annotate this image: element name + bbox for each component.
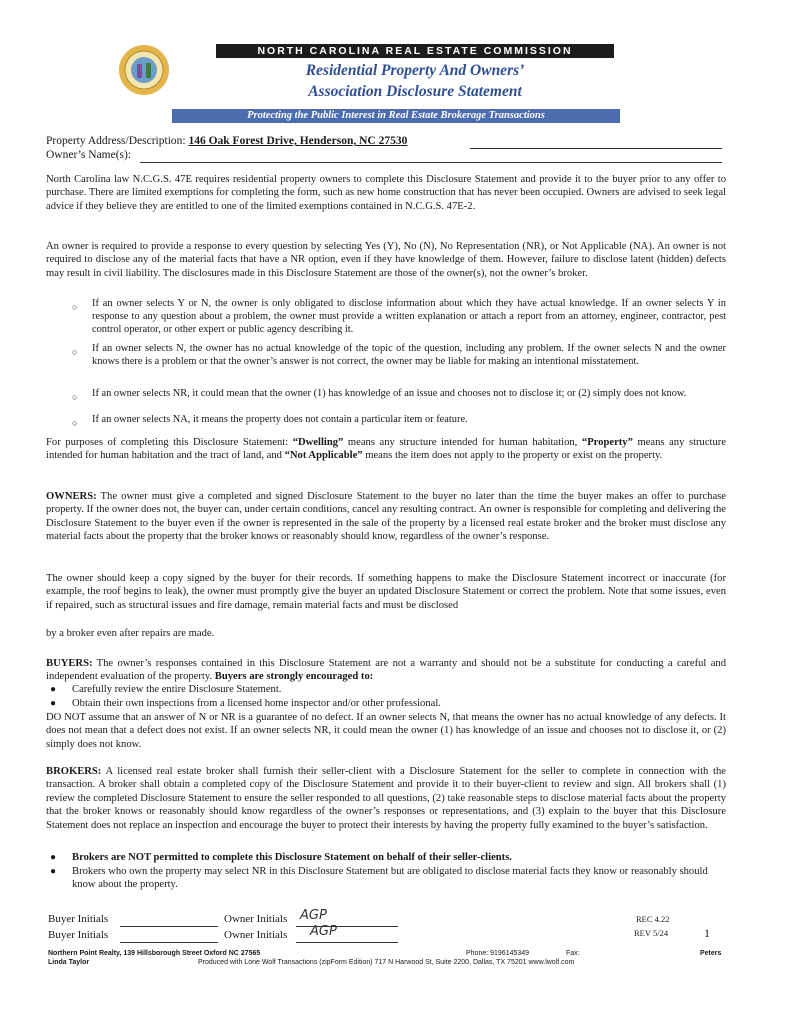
buyer-initials-line-2[interactable]	[120, 942, 218, 943]
footer-produced: Produced with Lone Wolf Transactions (zipForm Edition) 717 N Harwood St, Suite 2200, Dallas, TX 75201 www.lwolf.com	[198, 959, 575, 966]
footer-phone: Phone: 9196145349	[466, 950, 530, 957]
buyers-paragraph: BUYERS: The owner’s responses contained in this Disclosure Statement are not a warranty and should not be a substitute for conducting a careful and independent evaluation of the property. Buyers are strongly encouraged to:	[46, 658, 726, 683]
form-title-line1: Residential Property And Owners’	[305, 62, 525, 79]
address-value[interactable]: 146 Oak Forest Drive, Henderson, NC 27530	[188, 135, 408, 147]
owner-initials-signature-2[interactable]: AGP	[310, 924, 337, 939]
circle-bullet-icon: ○	[72, 347, 78, 357]
owner-initials-label-1: Owner Initials	[224, 913, 288, 925]
nc-seal-icon	[118, 44, 170, 96]
tagline-banner: Protecting the Public Interest in Real Estate Brokerage Transactions	[172, 109, 620, 123]
buyer-initials-label-1: Buyer Initials	[48, 913, 109, 925]
commission-banner: NORTH CAROLINA REAL ESTATE COMMISSION	[216, 44, 614, 58]
circle-bullet-icon: ○	[72, 392, 78, 402]
footer-agent: Linda Taylor	[48, 959, 90, 966]
address-label: Property Address/Description:	[46, 135, 186, 147]
owner-underline	[140, 162, 722, 163]
rec-code: REC 4.22	[636, 914, 670, 924]
owner-initials-line-2	[296, 942, 398, 943]
owner-initials-signature-1[interactable]: AGP	[300, 908, 327, 923]
no-guarantee-paragraph: DO NOT assume that an answer of N or NR is a guarantee of no defect. If an owner selects N, that means the owner has no actual knowledge of any defects. It does not mean that a defect does not exist. If an owner selects NR, it could mean the owner (1) has knowledge of an issue and chooses not to disclose it, or (2) simply does not know.	[46, 712, 726, 750]
owner-row	[46, 149, 131, 161]
bullet-icon: ●	[50, 852, 57, 863]
n-item: If an owner selects N, the owner has no actual knowledge of the topic of the question, including any problem. If the owner selects N and the owner knows there is a problem or that the owner’s answer is not correct, the owner may be liable for making an intentional misstatement.	[92, 343, 726, 367]
buyer-bullet-1: Carefully review the entire Disclosure Statement.	[72, 684, 282, 695]
brokers-paragraph: BROKERS: A licensed real estate broker shall furnish their seller-client with a Disclosure Statement for the seller to complete in connection with the transaction. A broker shall obtain a completed copy of the Disclosure Statement and provide it to their buyer-client to review and sign. All brokers shall (1) review the completed Disclosure Statement to ensure the seller responded to all questions, (2) take reasonable steps to disclose material facts about the property that the broker knows or reasonably should know regardless of the owner’s responses or representations, and (3) explain to the buyer that this Disclosure Statement does not replace an inspection and encourage the buyer to protect their interests by having the property fully examined to the buyer’s satisfaction.	[46, 766, 726, 831]
owner-label: Owner’s Name(s):	[46, 149, 132, 161]
address-row	[46, 135, 407, 147]
buyer-initials-label-2: Buyer Initials	[48, 929, 109, 941]
update-paragraph-tail: by a broker even after repairs are made.	[46, 628, 215, 639]
broker-bullet-2: Brokers who own the property may select NR in this Disclosure Statement but are obligated to disclose material facts they know or reasonably should know about the property.	[72, 866, 708, 891]
bullet-icon: ●	[50, 698, 57, 709]
footer-client: Peters	[700, 950, 722, 957]
nr-item: If an owner selects NR, it could mean that the owner (1) has knowledge of an issue and chooses not to disclose it; or (2) simply does not know.	[92, 388, 687, 399]
form-title-line2: Association Disclosure Statement	[308, 83, 522, 100]
buyer-bullet-2: Obtain their own inspections from a licensed home inspector and/or other professional.	[72, 698, 441, 709]
broker-bullet-1: Brokers are NOT permitted to complete this Disclosure Statement on behalf of their seller-clients.	[72, 852, 512, 863]
buyer-initials-line-1[interactable]	[120, 926, 218, 927]
bullet-icon: ●	[50, 866, 57, 877]
circle-bullet-icon: ○	[72, 418, 78, 428]
response-paragraph: An owner is required to provide a response to every question by selecting Yes (Y), No (N), No Representation (NR), or Not Applicable (NA). An owner is not required to disclose any of the material facts that have a NR option, even if they have knowledge of them. However, failure to disclose latent (hidden) defects may result in civil liability. The disclosures made in this Disclosure Statement are those of the owner(s), not the owner’s broker.	[46, 241, 726, 279]
intro-paragraph: North Carolina law N.C.G.S. 47E requires residential property owners to complete this Disclosure Statement and provide it to the buyer prior to any offer to purchase. There are limited exemptions for completing the form, such as new home construction that has never been occupied. Owners are advised to seek legal advice if they believe they are entitled to one of the limited exemptions contained in N.C.G.S. 47E-2.	[46, 174, 726, 212]
update-paragraph: The owner should keep a copy signed by the buyer for their records. If something happens to make the Disclosure Statement incorrect or inaccurate (for example, the roof begins to leak), the owner must promptly give the buyer an updated Disclosure Statement or correct the problem. Note that some issues, even if repaired, such as structural issues and fire damage, remain material facts and must be disclosed	[46, 573, 726, 611]
footer-office: Northern Point Realty, 139 Hillsborough Street Oxford NC 27565	[48, 950, 261, 957]
circle-bullet-icon: ○	[72, 302, 78, 312]
definitions-paragraph: For purposes of completing this Disclosure Statement: “Dwelling” means any structure intended for human habitation, “Property” means any structure intended for human habitation and the tract of land, and “Not Applicable” means the item does not apply to the property or exist on the property.	[46, 437, 727, 462]
rev-code: REV 5/24	[634, 928, 669, 938]
na-item: If an owner selects NA, it means the property does not contain a particular item or feature.	[92, 414, 468, 425]
footer-fax: Fax:	[566, 950, 580, 957]
owner-initials-label-2: Owner Initials	[224, 929, 288, 941]
bullet-icon: ●	[50, 684, 57, 695]
page-number: 1	[704, 926, 710, 940]
address-underline	[470, 148, 722, 149]
yn-item: If an owner selects Y or N, the owner is only obligated to disclose information about which they have actual knowledge. If an owner selects Y in response to any question about a problem, the owner must provide a written explanation or attach a report from an attorney, engineer, contractor, pest control operator, or other expert or public agency describing it.	[92, 298, 726, 335]
owners-paragraph: OWNERS: The owner must give a completed and signed Disclosure Statement to the buyer no later than the time the buyer makes an offer to purchase property. If the owner does not, the buyer can, under certain conditions, cancel any resulting contract. An owner is responsible for completing and delivering the Disclosure Statement to the buyer even if the owner is represented in the sale of the property by a licensed real estate broker and the broker must disclose any material facts about the property that the broker knows or reasonably should know, regardless of the owner’s response.	[46, 491, 726, 543]
